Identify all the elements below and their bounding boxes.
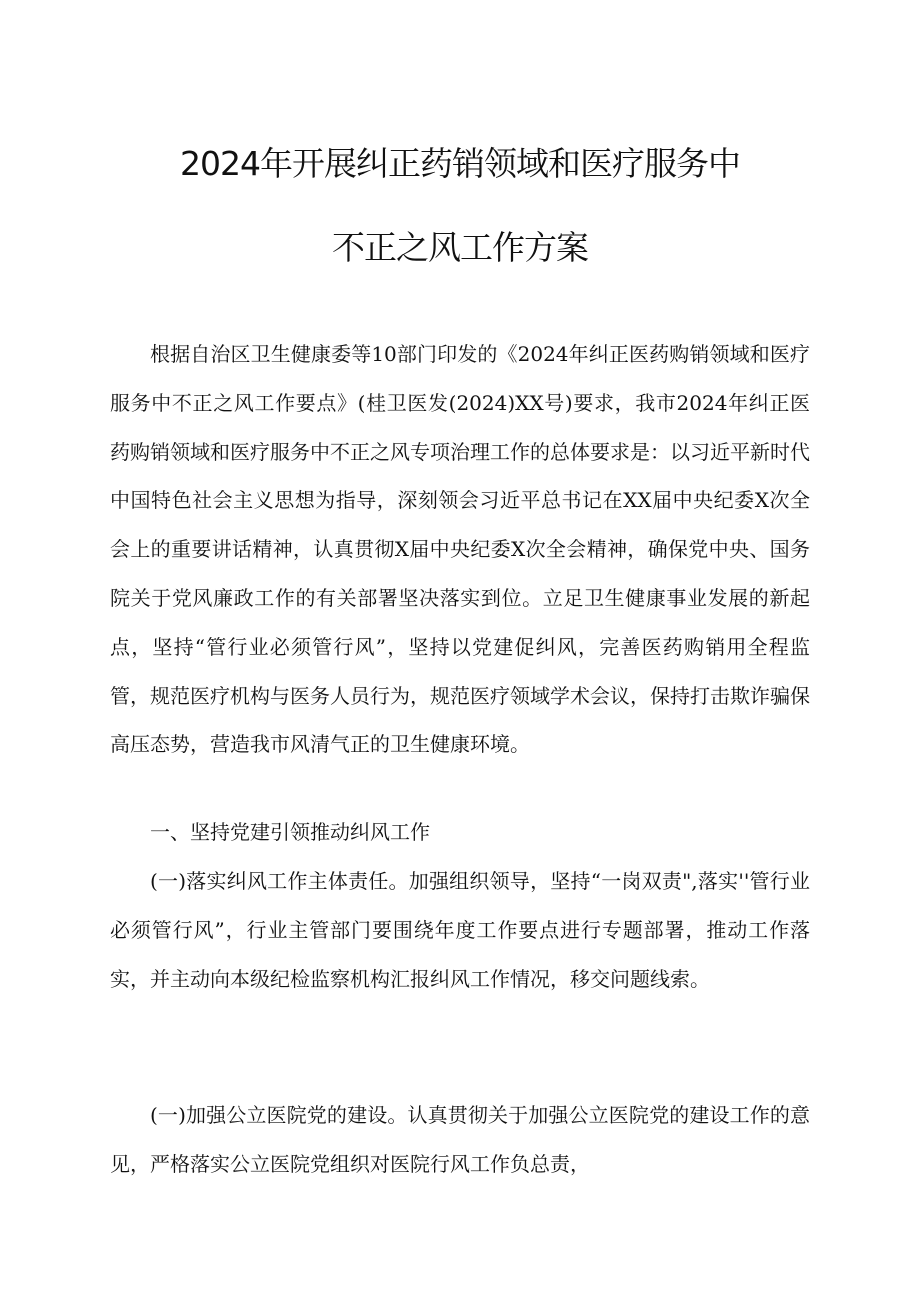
paragraph-text: (一)落实纠风工作主体责任。加强组织领导，坚持“一岗双责",落实''管行业必须管行风”，行业主管部门要围绕年度工作要点进行专题部署，推动工作落实，并主动向本级纪检监察机构汇报纠风工作情况，移交问题线索。 — [110, 869, 810, 991]
document-title-line-1: 2024年开展纠正药销领域和医疗服务中 — [180, 144, 740, 183]
paragraph-requirements — [110, 330, 810, 769]
section-heading-1 — [110, 808, 810, 857]
section-heading-text: 一、坚持党建引领推动纠风工作 — [150, 820, 430, 844]
paragraph-party-building — [110, 1091, 810, 1189]
paragraph-responsibility — [110, 857, 810, 1003]
document-title-line-2: 不正之风工作方案 — [332, 228, 588, 267]
paragraph-text: 根据自治区卫生健康委等10部门印发的《2024年纠正医药购销领域和医疗服务中不正之风工作要点》(桂卫医发(2024)XX号)要求，我市2024年纠正医药购销领域和医疗服务中不正之风专项治理工作的总体要求是：以习近平新时代中国特色社会主义思想为指导，深刻领会习近平总书记在XX届中央纪委X次全会上的重要讲话精神，认真贯彻X届中央纪委X次全会精神，确保党中央、国务院关于党风廉政工作的有关部署坚决落实到位。立足卫生健康事业发展的新起点，坚持“管行业必须管行风”，坚持以党建促纠风，完善医药购销用全程监管，规范医疗机构与医务人员行为，规范医疗领域学术会议，保持打击欺诈骗保高压态势，营造我市风清气正的卫生健康环境。 — [110, 342, 810, 757]
paragraph-text: (一)加强公立医院党的建设。认真贯彻关于加强公立医院党的建设工作的意见，严格落实公立医院党组织对医院行风工作负总责， — [110, 1103, 810, 1176]
